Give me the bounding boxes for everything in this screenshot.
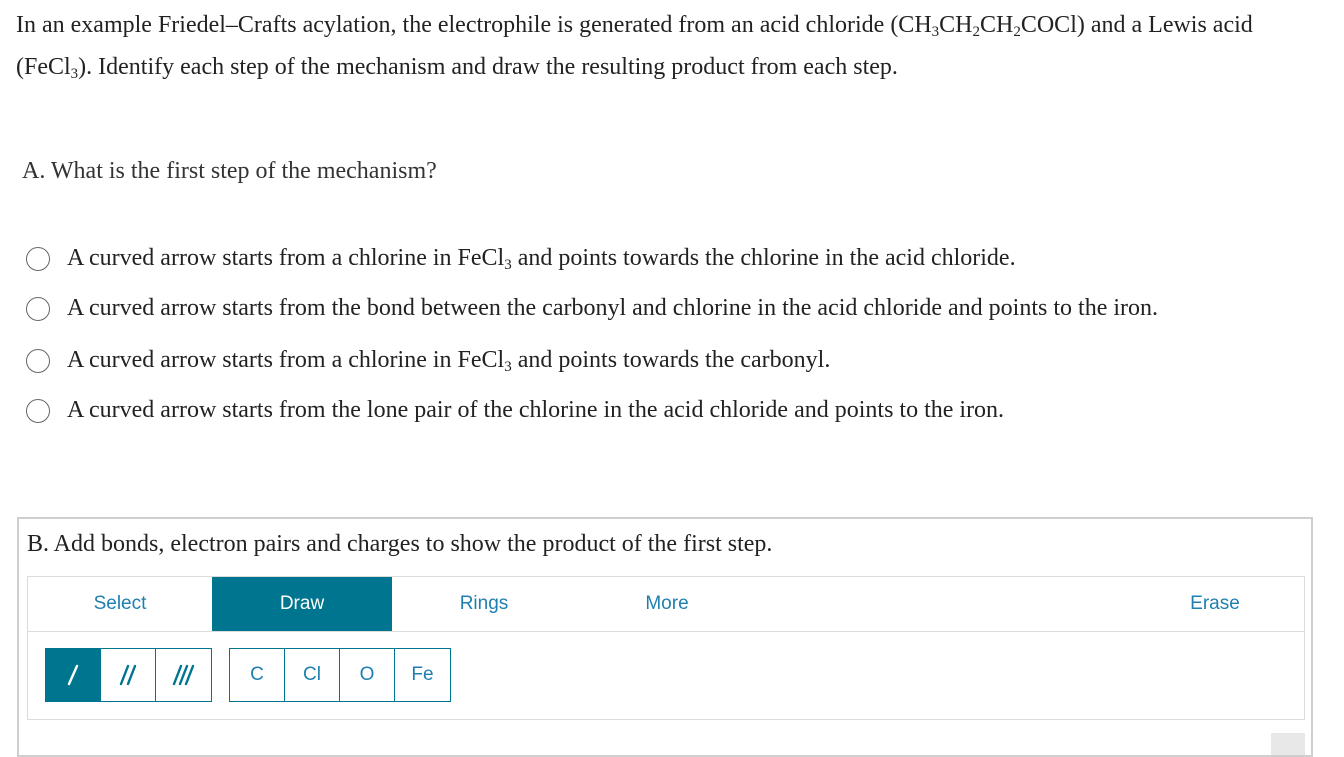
radio-button[interactable] — [26, 247, 50, 271]
option-1-text: A curved arrow starts from a chlorine in FeCl$_3$ and points towards the chlorine in the acid chloride. — [67, 245, 1016, 273]
option-4[interactable] — [26, 397, 1004, 424]
question-b-panel — [17, 517, 1313, 757]
tab-more[interactable]: More — [645, 593, 689, 614]
atom-chlorine-button[interactable]: Cl — [285, 649, 340, 701]
question-a-label: A. What is the first step of the mechanism? — [22, 158, 437, 184]
atom-iron-button[interactable]: Fe — [411, 664, 434, 685]
option-1[interactable] — [26, 245, 1016, 272]
option-3-text: A curved arrow starts from a chlorine in FeCl$_3$ and points towards the carbonyl. — [67, 347, 831, 375]
option-3[interactable] — [26, 347, 830, 374]
single-bond-icon[interactable] — [46, 649, 101, 701]
option-2-text: A curved arrow starts from the bond between the carbonyl and chlorine in the acid chloride and points to the iron. — [67, 295, 1159, 321]
tab-erase[interactable]: Erase — [1190, 593, 1240, 614]
atom-carbon-button[interactable]: C — [230, 649, 285, 701]
triple-bond-icon[interactable] — [156, 649, 211, 701]
option-4-text: A curved arrow starts from the lone pair of the chlorine in the acid chloride and points to the iron. — [67, 397, 1005, 423]
tab-select[interactable]: Select — [93, 593, 147, 614]
double-bond-icon[interactable] — [101, 649, 156, 701]
atom-oxygen-button[interactable]: O — [340, 649, 395, 701]
question-b-label: B. Add bonds, electron pairs and charges to show the product of the first step. — [27, 531, 773, 557]
question-intro: In an example Friedel–Crafts acylation, the electrophile is generated from an acid chloride $(CH_3CH_2CH_2COCl)$ and a Lewis acid (FeCl$_3$). Identify each step of the mechanism and draw the resulting product from each step. — [16, 12, 1253, 82]
atom-tool-group — [229, 648, 451, 702]
radio-button[interactable] — [26, 399, 50, 423]
draw-tools-row — [27, 632, 1305, 720]
radio-button[interactable] — [26, 297, 50, 321]
drawing-toolbar-tabs — [27, 576, 1305, 632]
scrollbar-thumb[interactable] — [1271, 733, 1305, 755]
bond-tool-group — [45, 648, 212, 702]
option-2[interactable] — [26, 295, 1158, 322]
tab-rings[interactable]: Rings — [459, 593, 509, 614]
tab-draw[interactable]: Draw — [212, 577, 392, 631]
radio-button[interactable] — [26, 349, 50, 373]
